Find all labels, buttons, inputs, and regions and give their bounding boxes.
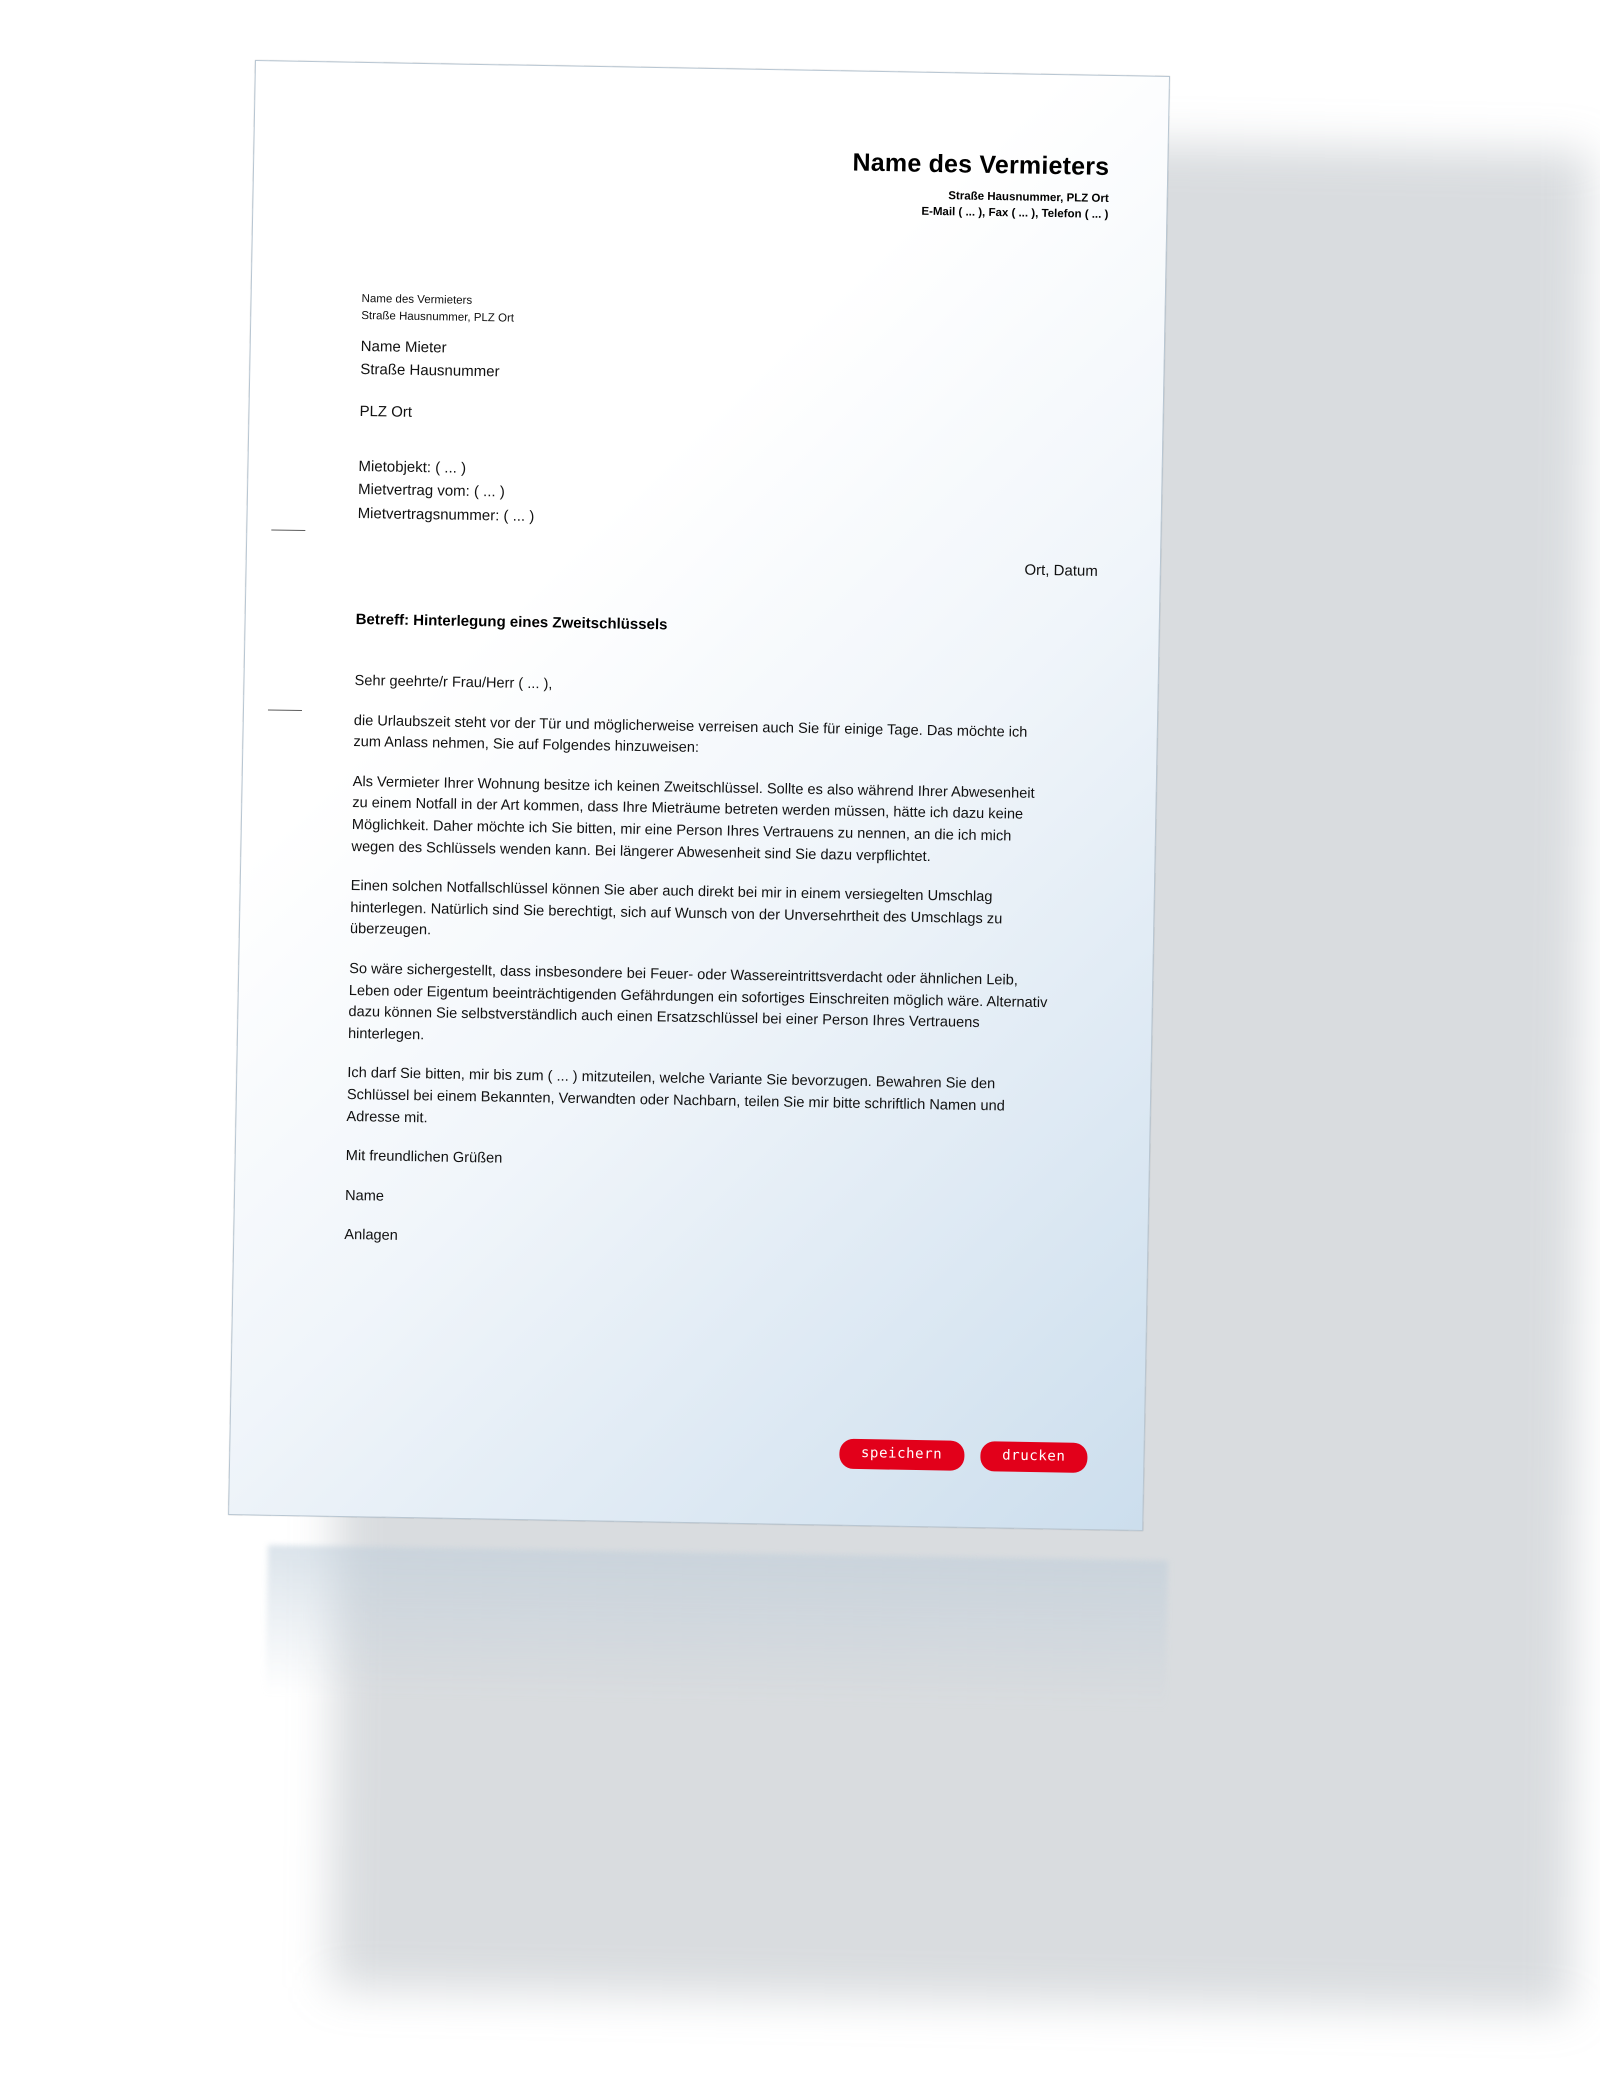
body-paragraph-3: Einen solchen Notfallschlüssel können Sie aber auch direkt bei mir in einem versiegelten Umschlag hinterlegen. Natürlich sind Sie berechtigt, sich auf Wunsch von der Unversehrtheit des Umschlags zu überzeugen.: [349, 878, 1003, 939]
letterhead-address-line: Straße Hausnummer, PLZ Ort: [948, 189, 1109, 205]
letterhead-address: [852, 186, 1109, 224]
contract-reference-block: [357, 455, 535, 528]
fold-mark-lower: [268, 709, 302, 711]
rental-contract-number-line: Mietvertragsnummer: ( ... ): [357, 504, 535, 525]
recipient-line-3: PLZ Ort: [359, 402, 413, 421]
letterhead-name: Name des Vermieters: [852, 148, 1110, 181]
document-page: [228, 60, 1170, 1531]
recipient-line-1: Name Mieter: [360, 337, 447, 357]
sender-return-line-2: Straße Hausnummer, PLZ Ort: [361, 309, 515, 325]
letter-body: [344, 671, 1055, 1277]
place-date: Ort, Datum: [1024, 561, 1098, 580]
signature-name: Name: [344, 1187, 385, 1205]
save-button[interactable]: speichern: [839, 1439, 965, 1471]
letterhead: [852, 149, 1110, 223]
attachments-label: Anlagen: [344, 1227, 399, 1245]
subject-line: Betreff: Hinterlegung eines Zweitschlüssels: [355, 610, 668, 634]
rental-contract-date-line: Mietvertrag vom: ( ... ): [357, 481, 505, 501]
recipient-address: [359, 335, 500, 425]
fold-mark-upper: [271, 529, 305, 531]
page-reflection: [265, 1545, 1168, 1711]
body-paragraph-4: So wäre sichergestellt, dass insbesondere bei Feuer- oder Wassereintrittsverdacht oder ähnlichen Leib, Leben oder Eigentum beeinträchtigenden Gefährdungen ein sofortiges Einschreiten möglich wäre. Alternativ dazu können Sie selbstverständlich auch einen Ersatzschlüssel bei einer Person Ihres Vertrauens hinterlegen.: [347, 960, 1048, 1043]
action-buttons: [839, 1439, 1088, 1473]
letterhead-contact-line: E-Mail ( ... ), Fax ( ... ), Telefon ( ... ): [921, 205, 1109, 222]
salutation: Sehr geehrte/r Frau/Herr ( ... ),: [354, 672, 553, 693]
print-button[interactable]: drucken: [980, 1441, 1088, 1473]
closing-line: Mit freundlichen Grüßen: [345, 1148, 503, 1167]
body-paragraph-5: Ich darf Sie bitten, mir bis zum ( ... ) mitzuteilen, welche Variante Sie bevorzugen. Bewahren Sie den Schlüssel bei einem Bekannten, Verwandten oder Nachbarn, teilen Sie mir bitte schriftlich Namen und Adresse mit.: [346, 1065, 1005, 1126]
rental-object-line: Mietobjekt: ( ... ): [358, 457, 467, 477]
body-paragraph-1: die Urlaubszeit steht vor der Tür und möglicherweise verreisen auch Sie für einige Tage. Das möchte ich zum Anlass nehmen, Sie auf Folgendes hinzuweisen:: [353, 712, 1028, 757]
body-paragraph-2: Als Vermieter Ihrer Wohnung besitze ich keinen Zweitschlüssel. Sollte es also während Ihrer Abwesenheit zu einem Notfall in der Art kommen, dass Ihre Mieträume betreten werden müssen, hätte ich dazu keine Möglichkeit. Daher möchte ich Sie bitten, mir eine Person Ihres Vertrauens zu nennen, an die ich mich wegen des Schlüssels wenden kann. Bei längerer Abwesenheit sind Sie dazu verpflichtet.: [351, 773, 1035, 865]
sender-return-line-1: Name des Vermieters: [361, 292, 473, 307]
sender-return-address: [361, 291, 514, 327]
recipient-line-2: Straße Hausnummer: [360, 361, 500, 381]
